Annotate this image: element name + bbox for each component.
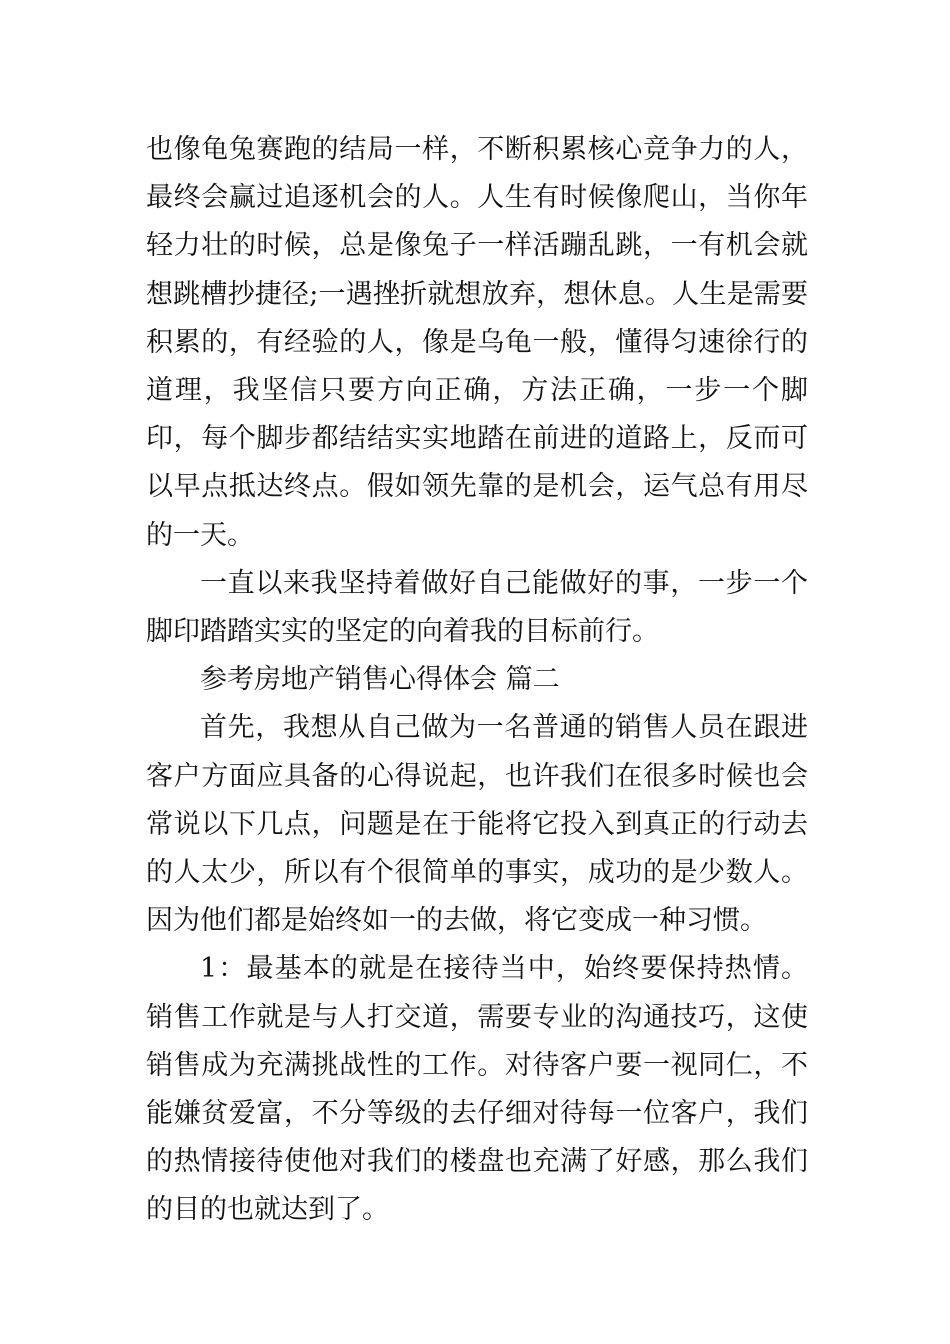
- paragraph-2: 一直以来我坚持着做好自己能做好的事，一步一个脚印踏踏实实的坚定的向着我的目标前行。: [146, 567, 808, 648]
- section-heading: 参考房地产销售心得体会 篇二: [200, 664, 560, 696]
- paragraph-4: 1：最基本的就是在接待当中，始终要保持热情。销售工作就是与人打交道，需要专业的沟通技巧，这使销售成为充满挑战性的工作。对待客户要一视同仁，不能嫌贫爱富，不分等级的去仔细对待每一位客户，我们的热情接待使他对我们的楼盘也充满了好感，那么我们的目的也就达到了。: [146, 953, 808, 1226]
- paragraph-1: 也像龟兔赛跑的结局一样，不断积累核心竞争力的人，最终会赢过追逐机会的人。人生有时候像爬山，当你年轻力壮的时候，总是像兔子一样活蹦乱跳，一有机会就想跳槽抄捷径;一遇挫折就想放弃，想休息。人生是需要积累的，有经验的人，像是乌龟一般，懂得匀速徐行的道理，我坚信只要方向正确，方法正确，一步一个脚印，每个脚步都结结实实地踏在前进的道路上，反而可以早点抵达终点。假如领先靠的是机会，运气总有用尽的一天。: [146, 134, 808, 551]
- document-body: [146, 126, 808, 1235]
- paragraph-3: 首先，我想从自己做为一名普通的销售人员在跟进客户方面应具备的心得说起，也许我们在很多时候也会常说以下几点，问题是在于能将它投入到真正的行动去的人太少，所以有个很简单的事实，成功的是少数人。因为他们都是始终如一的去做，将它变成一种习惯。: [146, 712, 808, 937]
